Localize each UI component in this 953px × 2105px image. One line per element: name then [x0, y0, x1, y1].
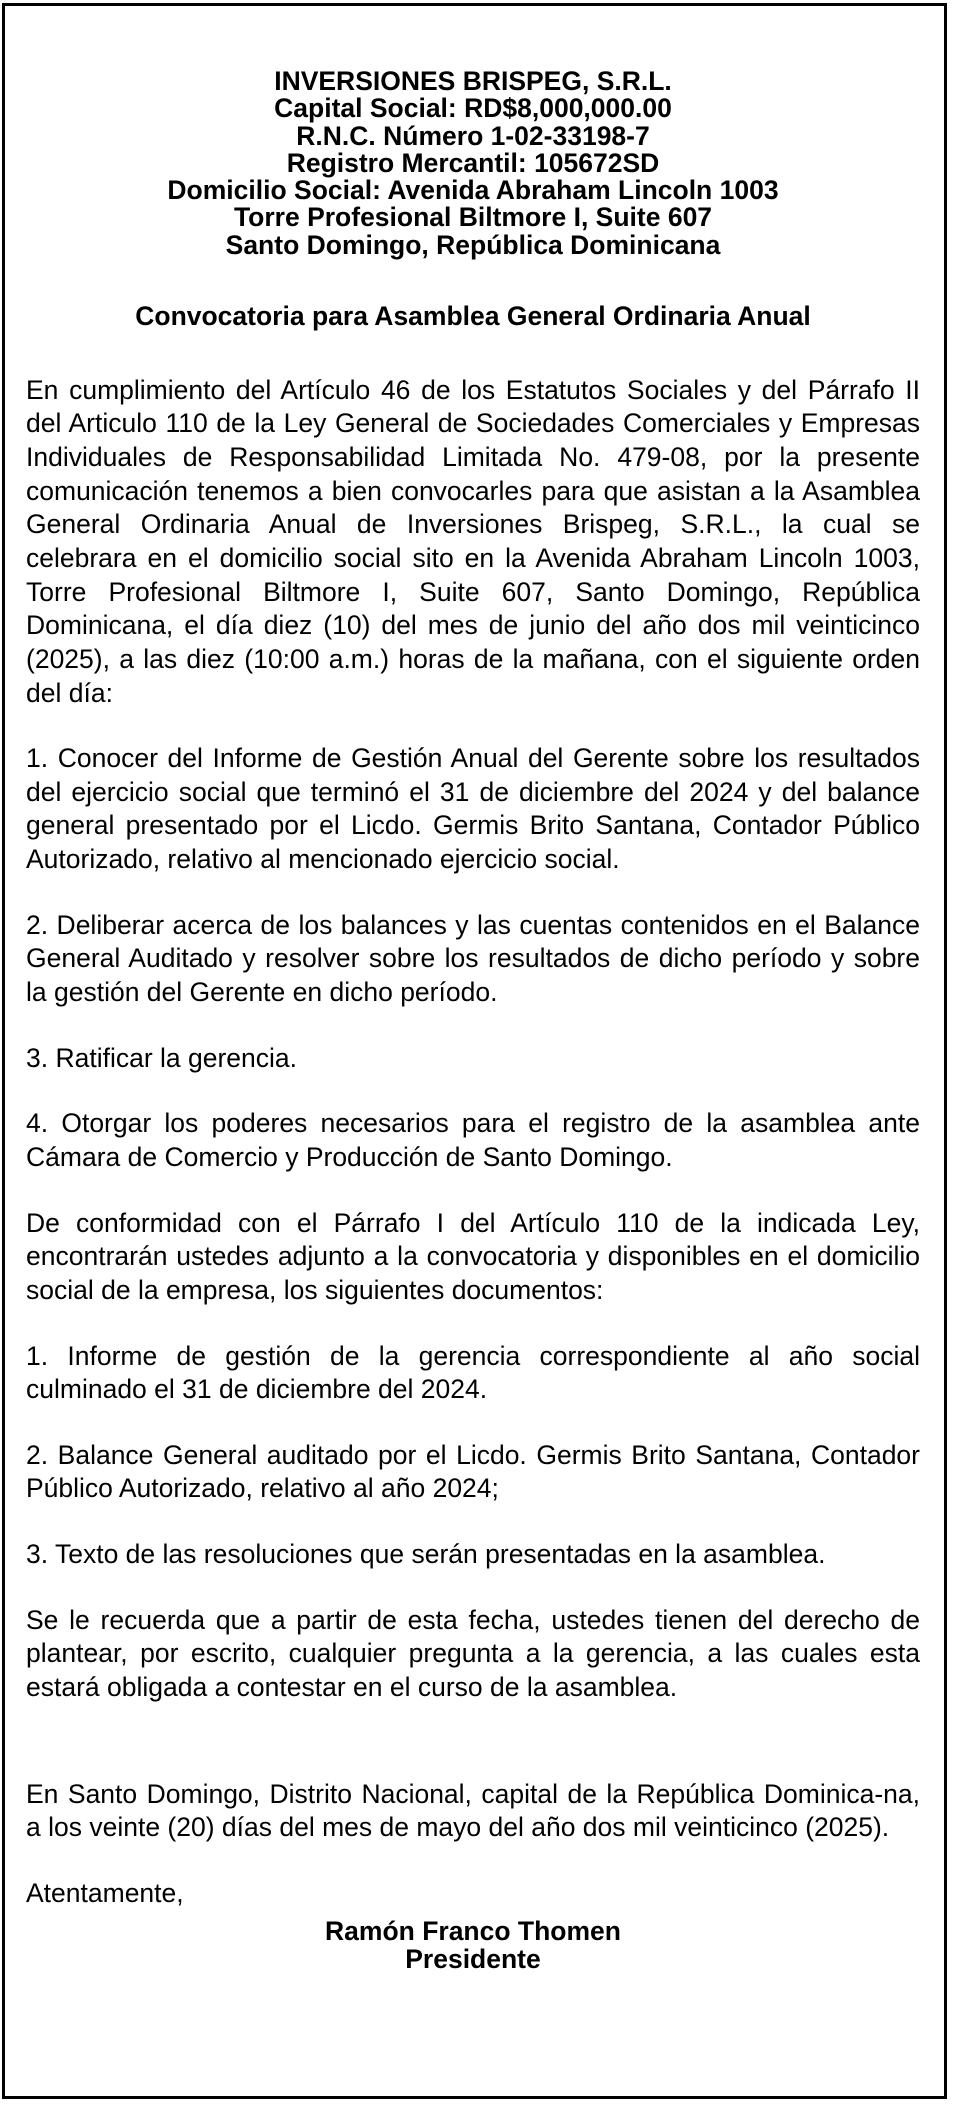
signatory-name: Ramón Franco Thomen: [325, 1915, 621, 1946]
torre-suite: Torre Profesional Biltmore I, Suite 607: [233, 202, 713, 233]
company-name: INVERSIONES BRISPEG, S.R.L.: [274, 66, 672, 96]
reminder-paragraph: Se le recuerda que a partir de esta fecha, ustedes tienen del derecho de plantear, por escrito, cualquier pregunta a la gerencia, a las cuales esta estará obligada a contestar en el curso de la asamblea.: [26, 1604, 920, 1702]
company-header: [26, 68, 920, 259]
notice-content: [26, 68, 920, 1973]
agenda-item: 3. Ratificar la gerencia.: [26, 1042, 298, 1073]
signatory-role: Presidente: [405, 1943, 541, 1974]
document-item: 3. Texto de las resoluciones que serán presentadas en la asamblea.: [26, 1539, 826, 1570]
documents-intro: De conformidad con el Párrafo I del Artículo 110 de la indicada Ley, encontrarán ustedes adjunto a la convocatoria y disponibles en el domicilio social de la empresa, los siguientes documentos:: [26, 1207, 920, 1305]
domicilio-social: Domicilio Social: Avenida Abraham Lincoln 1003: [167, 175, 779, 206]
agenda-item: 1. Conocer del Informe de Gestión Anual del Gerente sobre los resultados del ejercicio social que terminó el 31 de diciembre del 2024 y del balance general presentado por el Licdo. Germis Brito Santana, Contador Público Autorizado, relativo al mencionado ejercicio social.: [26, 743, 920, 875]
capital-social: Capital Social: RD$8,000,000.00: [274, 93, 672, 124]
place-date: En Santo Domingo, Distrito Nacional, capital de la República Dominica-na, a los veinte (20) días del mes de mayo del año dos mil veinticinco (2025).: [26, 1778, 920, 1843]
document-title: Convocatoria para Asamblea General Ordinaria Anual: [135, 300, 811, 331]
intro-paragraph: En cumplimiento del Artículo 46 de los Estatutos Sociales y del Párrafo II del Articulo 110 de la Ley General de Sociedades Comerciales y Empresas Individuales de Responsabilidad Limitada No. 479-08, por la presente comunicación tenemos a bien convocarles para que asistan a la Asamblea General Ordinaria Anual de Inversiones Brispeg, S.R.L., la cual se celebrara en el domicilio social sito en la Avenida Abraham Lincoln 1003, Torre Profesional Biltmore I, Suite 607, Santo Domingo, República Dominicana, el día diez (10) del mes de junio del año dos mil veinticinco (2025), a las diez (10:00 a.m.) horas de la mañana, con el siguiente orden del día:: [26, 374, 920, 708]
document-item: 2. Balance General auditado por el Licdo. Germis Brito Santana, Contador Público Autorizado, relativo al año 2024;: [26, 1439, 920, 1504]
registro-mercantil: Registro Mercantil: 105672SD: [286, 147, 660, 178]
rnc-number: R.N.C. Número 1-02-33198-7: [296, 120, 650, 151]
signature-block: [26, 1917, 920, 1974]
closing-salutation: Atentamente,: [26, 1877, 184, 1908]
document-item: 1. Informe de gestión de la gerencia correspondiente al año social culminado el 31 de diciembre del 2024.: [26, 1340, 920, 1405]
agenda-item: 4. Otorgar los poderes necesarios para el registro de la asamblea ante Cámara de Comercio y Producción de Santo Domingo.: [26, 1108, 920, 1172]
ciudad-pais: Santo Domingo, República Dominicana: [225, 229, 721, 260]
agenda-item: 2. Deliberar acerca de los balances y las cuentas contenidos en el Balance General Auditado y resolver sobre los resultados de dicho período y sobre la gestión del Gerente en dicho período.: [26, 909, 920, 1008]
